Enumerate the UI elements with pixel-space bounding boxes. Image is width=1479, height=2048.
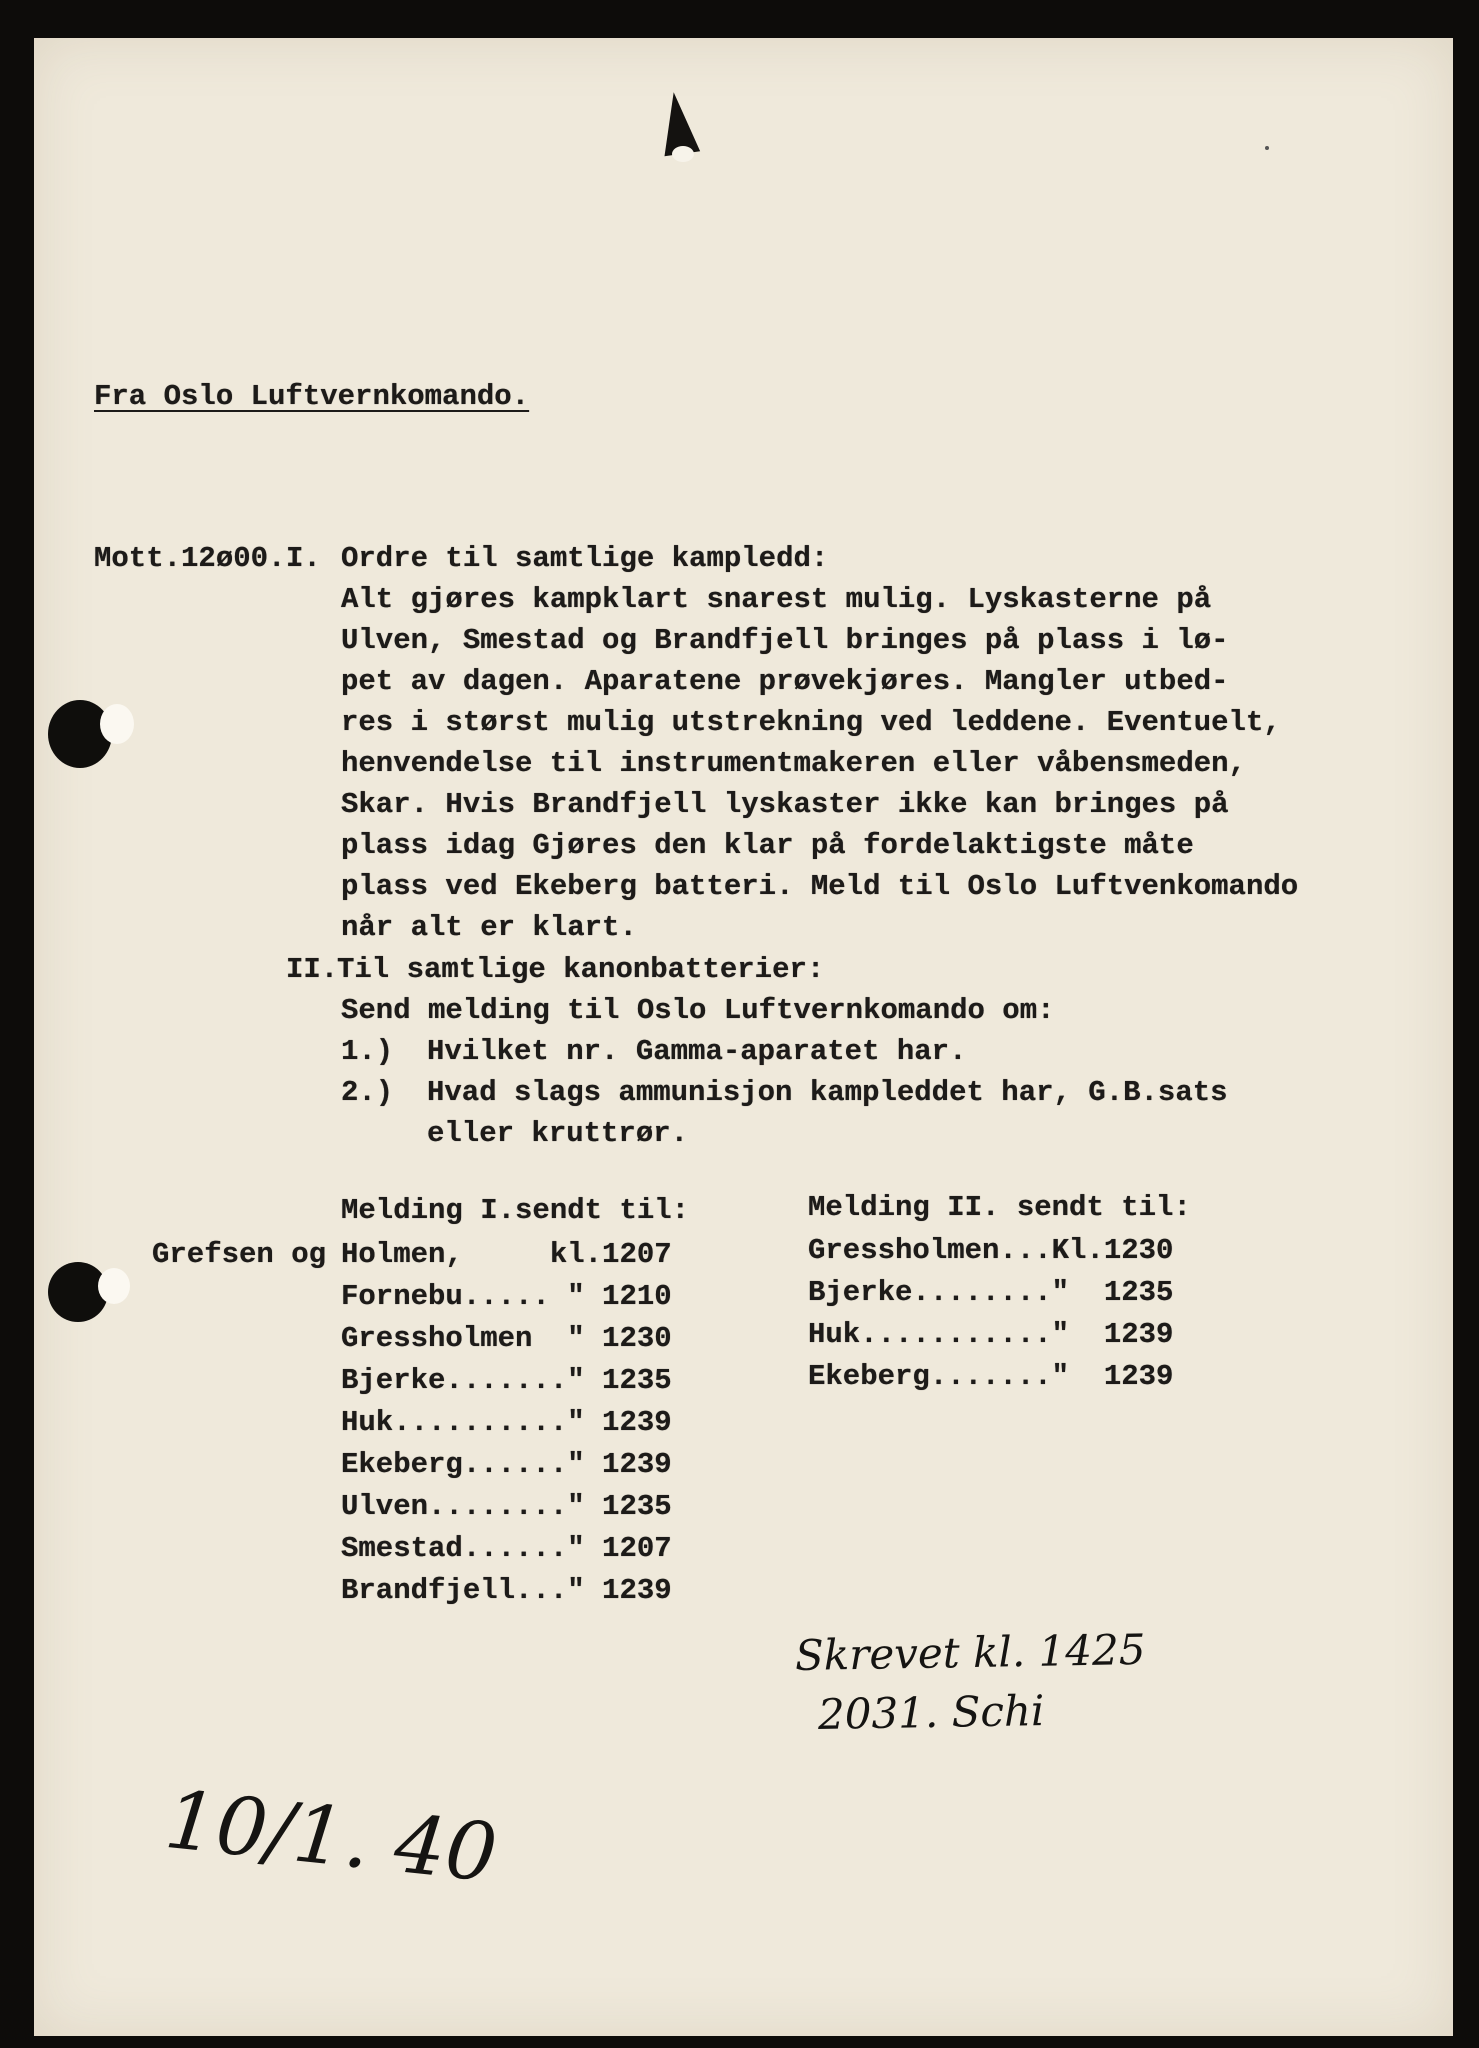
order-line: res i størst mulig utstrekning ved leddene. Eventuelt, [341,706,1281,739]
received-time: Mott.12ø00. [94,542,286,575]
sent2-row: Bjerke........" 1235 [808,1276,1174,1309]
order2-intro: Send melding til Oslo Luftvernkomando om: [341,994,1055,1027]
sent1-row: Fornebu..... " 1210 [341,1280,672,1313]
order-line: Ulven, Smestad og Brandfjell bringes på plass i lø- [341,624,1229,657]
item-text-continued: eller kruttrør. [427,1117,689,1150]
handwritten-date: 10/1. 40 [161,1772,502,1901]
punch-hole-rim-top [100,704,134,744]
sent1-row: Huk.........." 1239 [341,1406,672,1439]
item-text: Hvad slags ammunisjon kampleddet har, G.B.sats [427,1076,1228,1109]
sent1-row: Bjerke......." 1235 [341,1364,672,1397]
item-number: 2.) [341,1076,394,1109]
item-text: Hvilket nr. Gamma-aparatet har. [427,1035,967,1068]
sent2-row: Ekeberg......." 1239 [808,1360,1174,1393]
order-title-1: Ordre til samtlige kampledd: [341,542,829,575]
order-line: plass ved Ekeberg batteri. Meld til Oslo Luftvenkomando [341,870,1299,903]
document-heading: Fra Oslo Luftvernkomando. [94,380,530,413]
paper-speck [1265,146,1269,150]
item-number: 1.) [341,1035,394,1068]
order-line: pet av dagen. Aparatene prøvekjøres. Mangler utbed- [341,665,1229,698]
order-number-1: I. [286,542,321,575]
sent1-row: Ekeberg......" 1239 [341,1448,672,1481]
order-line: når alt er klart. [341,911,637,944]
order-line: plass idag Gjøres den klar på fordelaktigste måte [341,829,1194,862]
sent1-row: Ulven........" 1235 [341,1490,672,1523]
order-line: Alt gjøres kampklart snarest mulig. Lyskasterne på [341,583,1212,616]
order-number-2: II. [286,953,339,986]
order-title-2: Til samtlige kanonbatterier: [337,953,825,986]
order-line: henvendelse til instrumentmakeren eller våbensmeden, [341,747,1246,780]
sent1-row: Smestad......" 1207 [341,1532,672,1565]
sent1-side-note: Grefsen og [152,1238,327,1271]
sent1-header: Melding I.sendt til: [341,1194,690,1227]
handwritten-note-signature: 2031. Schi [817,1686,1045,1739]
sent1-row: Gressholmen " 1230 [341,1322,672,1355]
sent2-header: Melding II. sendt til: [808,1191,1191,1224]
sent1-row: Holmen, kl.1207 [341,1238,672,1271]
torn-paper-edge [672,146,694,162]
punch-hole-rim-bottom [98,1268,130,1304]
order-line: Skar. Hvis Brandfjell lyskaster ikke kan bringes på [341,788,1229,821]
sent2-row: Gressholmen...Kl.1230 [808,1234,1174,1267]
sent1-row: Brandfjell..." 1239 [341,1574,672,1607]
handwritten-note-written: Skrevet kl. 1425 [794,1624,1146,1681]
sent2-row: Huk..........." 1239 [808,1318,1174,1351]
